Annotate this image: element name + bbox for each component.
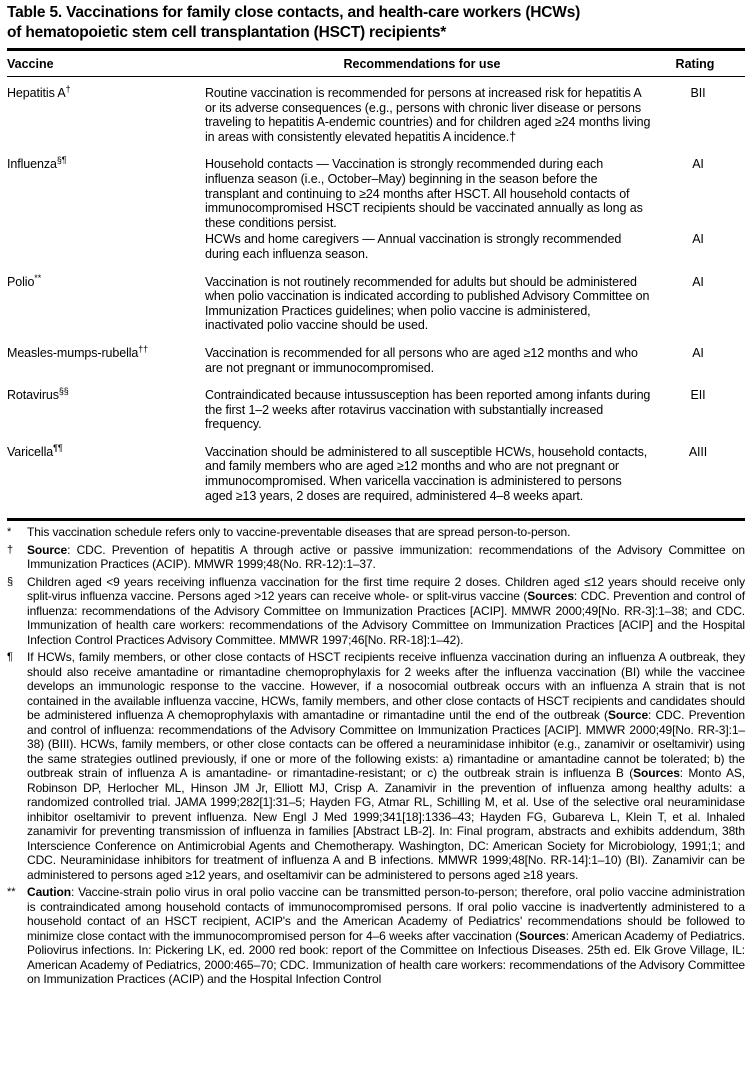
- footnote-marker: **: [7, 886, 16, 899]
- table-title-line1: Table 5. Vaccinations for family close contacts, and health-care workers (HCWs): [7, 4, 581, 21]
- vaccine-footnote-marker: ¶¶: [53, 442, 63, 453]
- table-row-rotavirus: [7, 385, 745, 432]
- footnotes-section: [7, 521, 745, 987]
- recommendation-text: Routine vaccination is recommended for persons at increased risk for hepatitis A or its adverse consequences (e.g., persons with chronic liver disease or persons traveling to hepatitis A-endemic countries) and for children aged ≥24 months living in areas with consistently elevated hepatitis A incidence.†: [205, 86, 651, 144]
- footnote-pilcrow: [7, 650, 745, 882]
- table-row-influenza-household: [7, 157, 745, 230]
- column-header-row: [7, 51, 745, 76]
- footnote-text: Source: CDC. Prevention of hepatitis A through active or passive immunization: recommendations of the Advisory Committee on Immunization Practices (ACIP). MMWR 1999;48(No. RR-12):1–37.: [27, 542, 745, 572]
- vaccine-name-cell: [7, 232, 205, 261]
- recommendation-text: Vaccination is recommended for all persons who are aged ≥12 months and who are not pregnant or immunocompromised.: [205, 345, 638, 375]
- recommendation-text: Household contacts — Vaccination is strongly recommended during each influenza season (i.e., October–May) beginning in the season before the transplant and continuing to ≥24 months after HSCT. All household contacts of immunocompromised HSCT recipients should be vaccinated annually as long as these conditions persist.: [205, 157, 643, 230]
- column-header-vaccine: Vaccine: [7, 57, 54, 71]
- table-title: [7, 3, 745, 43]
- footnote-marker: §: [7, 575, 14, 588]
- vaccine-label: Influenza: [7, 157, 57, 172]
- recommendation-text: Vaccination is not routinely recommended for adults but should be administered when polio vaccination is indicated according to published Advisory Committee on Immunization Practices guidelines; when polio vaccine is administered, inactivated polio vaccine should be used.: [205, 274, 650, 333]
- vaccine-name-cell: [7, 272, 205, 333]
- vaccine-name-cell: [7, 83, 205, 144]
- vaccine-label: Polio: [7, 274, 35, 289]
- vaccine-footnote-marker: **: [34, 272, 42, 283]
- recommendation-text: HCWs and home caregivers — Annual vaccination is strongly recommended during each influenza season.: [205, 232, 622, 261]
- vaccine-footnote-marker: †: [65, 83, 71, 94]
- footnote-marker: *: [7, 526, 12, 539]
- rating-value: AI: [692, 232, 704, 247]
- footnote-text: Children aged <9 years receiving influenza vaccination for the first time require 2 doses. Children aged ≤12 years should receive only split-virus influenza vaccine. Persons aged >12 years can receive whole- or split-virus vaccine (Sources: CDC. Prevention and control of influenza: recommendations of the Advisory Committee on Immunization Practices [ACIP]. MMWR 2000;49[No. RR-3]:1–38; and CDC. Immunization of health care workers: recommendations of the Advisory Committee on Immunization Practices [ACIP] and the Hospital Infection Control Practices Advisory Committee. MMWR 1997;46[No. RR-18]:1–42).: [27, 574, 745, 647]
- vaccine-label: Varicella: [7, 444, 54, 459]
- rating-value: AI: [692, 345, 704, 360]
- table-row-hepatitis-a: [7, 83, 745, 144]
- footnote-text: If HCWs, family members, or other close contacts of HSCT recipients receive influenza vaccination during an influenza A outbreak, they should also receive amantadine or rimantadine chemoprophylaxis for 2 weeks after the influenza vaccination (BI) while the vaccinee develops an immunologic response to the vaccine. However, if a nosocomial outbreak occurs with an influenza A strain that is not contained in the available influenza vaccine, HCWs, family members, and other close contacts of HSCT recipients and candidates should be administered influenza A chemoprophylaxis with amantadine or rimantadine until the end of the outbreak (Source: CDC. Prevention and control of influenza: recommendations of the Advisory Committee on Immunization Practices [ACIP]. MMWR 2000;49[No. RR-3]:1–38) (BIII). HCWs, family members, or other close contacts can be offered a neuraminidase inhibitor (e.g., zanamivir or oseltamivir) using the same strategies outlined previously, if one or more of the following exists: a) rimantadine or amantadine cannot be tolerated; b) the outbreak strain of influenza A is amantadine- or rimantadine-resistant; or c) the outbreak strain is influenza B (Sources: Monto AS, Robinson DP, Herlocher ML, Hinson JM Jr, Elliott MJ, Crisp A. Zanamivir in the prevention of influenza among healthy adults: a randomized controlled trial. JAMA 1999;282[1]:31–5; Hayden FG, Atmar RL, Schilling M, et al. Use of the selective oral neuraminidase inhibitor oseltamivir to prevent influenza. New Engl J Med 1999;341[18]:1336–43; Hayden FG, Gubareva L, Klein T, et al. Inhaled zanamivir for preventing transmission of influenza in families [Abstract LB-2]. In: Final program, abstracts and exhibits addendum, 38th Interscience Conference on Antimicrobial Agents and Chemotherapy. Washington, DC: American Society for Microbiology, 1991;1; and CDC. Neuraminidase inhibitors for treatment of influenza A and B infections. MMWR 1999;48[No. RR-14]:1–10) (BI). Zanamivir can be administered to persons aged ≥12 years, and oseltamivir can be administered to persons aged ≥18 years.: [27, 650, 745, 882]
- rating-value: AI: [692, 274, 704, 289]
- vaccine-footnote-marker: §¶: [56, 155, 67, 166]
- rating-value: AI: [692, 157, 704, 172]
- vaccine-name-cell: [7, 385, 205, 432]
- recommendation-text: Vaccination should be administered to all susceptible HCWs, household contacts, and family members who are aged ≥12 months and who are not pregnant or immunocompromised. When varicella vaccination is administered to persons aged ≥13 years, 2 doses are required, administered 4–8 weeks apart.: [205, 444, 648, 503]
- footnote-text: This vaccination schedule refers only to vaccine-preventable diseases that are spread person-to-person.: [27, 525, 571, 540]
- table-row-polio: [7, 272, 745, 333]
- vaccine-name-cell: [7, 343, 205, 375]
- rating-value: AIII: [688, 444, 708, 459]
- table-row-measles-mumps-rubella: [7, 343, 745, 375]
- footnote-text: Caution: Vaccine-strain polio virus in oral polio vaccine can be transmitted person-to-person; therefore, oral polio vaccine administration is contraindicated among household contacts of immunocompromised persons. If oral polio vaccine is inadvertently administered to a household contact of an HSCT recipient, ACIP's and the American Academy of Pediatrics' recommendations should be followed to minimize close contact with the immunocompromised person for 4–6 weeks after vaccination (Sources: American Academy of Pediatrics. Poliovirus infections. In: Pickering LK, ed. 2000 red book: report of the Committee on Infectious Diseases. 25th ed. Elk Grove Village, IL: American Academy of Pediatrics, 2000:465–70; CDC. Immunization of health care workers: recommendations of the Advisory Committee on Immunization Practices (ACIP) and the Hospital Infection Control: [27, 885, 745, 987]
- column-header-recommendations: Recommendations for use: [343, 57, 501, 71]
- vaccine-label: Hepatitis A: [7, 86, 66, 100]
- footnote-double-asterisk: [7, 885, 745, 987]
- table-row-varicella: [7, 442, 745, 503]
- footnote-marker: †: [7, 543, 14, 556]
- footnote-section-sign: [7, 575, 745, 648]
- column-header-rating: Rating: [675, 57, 715, 71]
- footnote-asterisk: [7, 525, 745, 540]
- vaccine-footnote-marker: §§: [58, 385, 69, 396]
- rating-value: BII: [690, 86, 706, 100]
- footnote-dagger: [7, 543, 745, 572]
- table-title-line2: of hematopoietic stem cell transplantation (HSCT) recipients*: [7, 24, 447, 41]
- table-body: [7, 77, 745, 518]
- rating-value: EII: [690, 388, 706, 403]
- vaccine-name-cell: [7, 157, 205, 230]
- vaccine-name-cell: [7, 442, 205, 503]
- vaccine-label: Rotavirus: [7, 388, 59, 403]
- footnote-marker: ¶: [7, 651, 13, 664]
- vaccine-footnote-marker: ††: [138, 343, 149, 354]
- recommendation-text: Contraindicated because intussusception has been reported among infants during the first 1–2 weeks after rotavirus vaccination with substantially increased frequency.: [205, 388, 651, 432]
- vaccine-label: Measles-mumps-rubella: [7, 345, 139, 360]
- table-row-influenza-hcws: [7, 232, 745, 261]
